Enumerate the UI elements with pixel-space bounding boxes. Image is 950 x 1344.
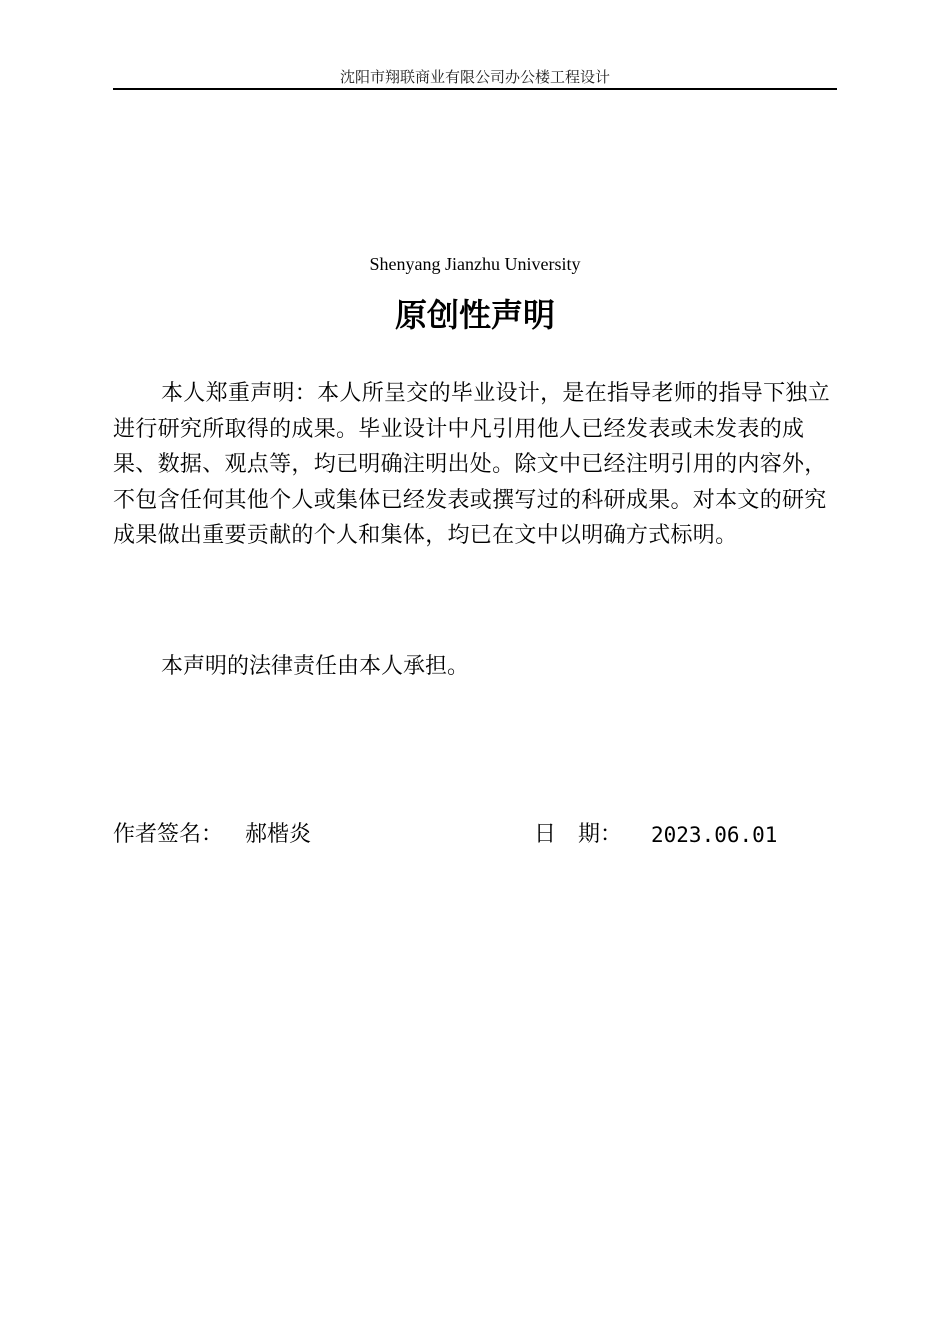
author-signature-label: 作者签名： — [113, 822, 224, 847]
date-label-char-1: 日 — [534, 822, 557, 847]
header-divider — [113, 88, 837, 90]
running-header: 沈阳市翔联商业有限公司办公楼工程设计 — [339, 68, 610, 86]
date-label — [534, 818, 622, 852]
university-name: Shenyang Jianzhu University — [369, 254, 581, 274]
author-signature-name: 郝楷炎 — [245, 822, 312, 847]
date-value: 2023.06.01 — [651, 823, 778, 847]
declaration-paragraph: 本人郑重声明：本人所呈交的毕业设计，是在指导老师的指导下独立进行研究所取得的成果。毕业设计中凡引用他人已经发表或未发表的成果、数据、观点等，均已明确注明出处。除文中已经注明引用的内容外，不包含任何其他个人或集体已经发表或撰写过的科研成果。对本文的研究成果做出重要贡献的个人和集体，均已在文中以明确方式标明。 — [113, 381, 831, 548]
date-label-char-2: 期： — [578, 822, 623, 847]
responsibility-paragraph: 本声明的法律责任由本人承担。 — [161, 654, 470, 679]
page-title: 原创性声明 — [394, 296, 555, 334]
